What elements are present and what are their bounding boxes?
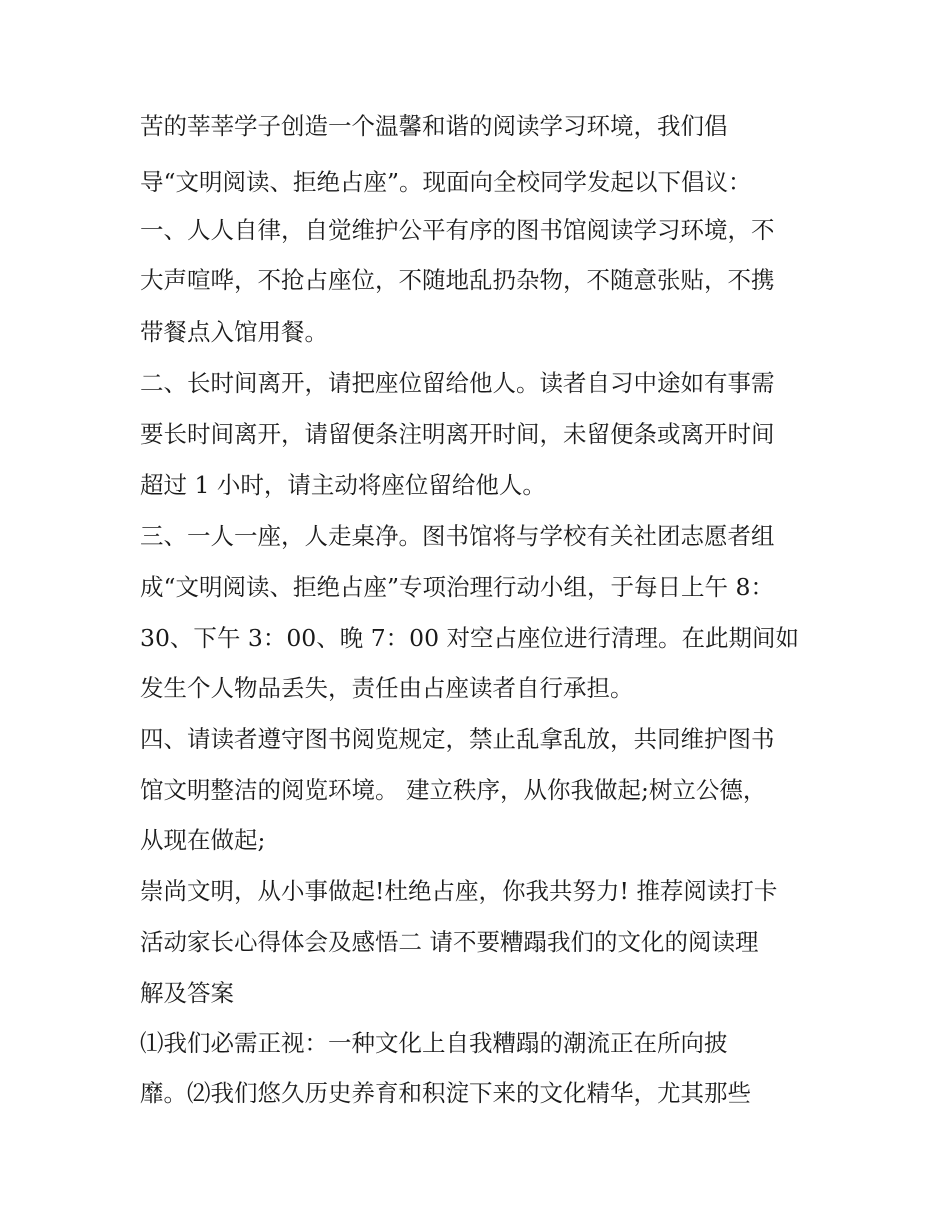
text-line-6: 二、长时间离开，请把座位留给他人。读者自习中途如有事需 <box>140 369 775 397</box>
text-line-16: 崇尚文明，从小事做起!杜绝占座，你我共努力! 推荐阅读打卡 <box>140 877 778 905</box>
text-line-19: ⑴我们必需正视：一种文化上自我糟蹋的潮流正在所向披 <box>140 1029 728 1057</box>
text-line-10: 成“文明阅读、拒绝占座”专项治理行动小组，于每日上午 8： <box>140 573 774 601</box>
text-line-9: 三、一人一座，人走桌净。图书馆将与学校有关社团志愿者组 <box>140 522 775 550</box>
text-line-20: 靡。⑵我们悠久历史养育和积淀下来的文化精华，尤其那些 <box>140 1079 751 1107</box>
text-line-7: 要长时间离开，请留便条注明离开时间，未留便条或离开时间 <box>140 420 775 448</box>
text-line-1: 苦的莘莘学子创造一个温馨和谐的阅读学习环境，我们倡 <box>140 112 728 140</box>
text-line-15: 从现在做起; <box>140 826 266 854</box>
text-line-8: 超过 1 小时，请主动将座位留给他人。 <box>140 471 546 499</box>
text-line-2: 导“文明阅读、拒绝占座”。现面向全校同学发起以下倡议： <box>140 168 752 196</box>
text-line-5: 带餐点入馆用餐。 <box>140 318 328 346</box>
text-line-11: 30、下午 3：00、晚 7：00 对空占座位进行清理。在此期间如 <box>140 624 800 652</box>
text-line-17: 活动家长心得体会及感悟二 请不要糟蹋我们的文化的阅读理 <box>140 928 759 956</box>
text-line-14: 馆文明整洁的阅览环境。 建立秩序，从你我做起;树立公德， <box>140 776 767 804</box>
text-line-12: 发生个人物品丢失，责任由占座读者自行承担。 <box>140 674 634 702</box>
text-line-13: 四、请读者遵守图书阅览规定，禁止乱拿乱放，共同维护图书 <box>140 725 775 753</box>
text-line-4: 大声喧哗，不抢占座位，不随地乱扔杂物，不随意张贴，不携 <box>140 266 775 294</box>
text-line-3: 一、人人自律，自觉维护公平有序的图书馆阅读学习环境，不 <box>140 216 775 244</box>
text-line-18: 解及答案 <box>140 979 234 1007</box>
